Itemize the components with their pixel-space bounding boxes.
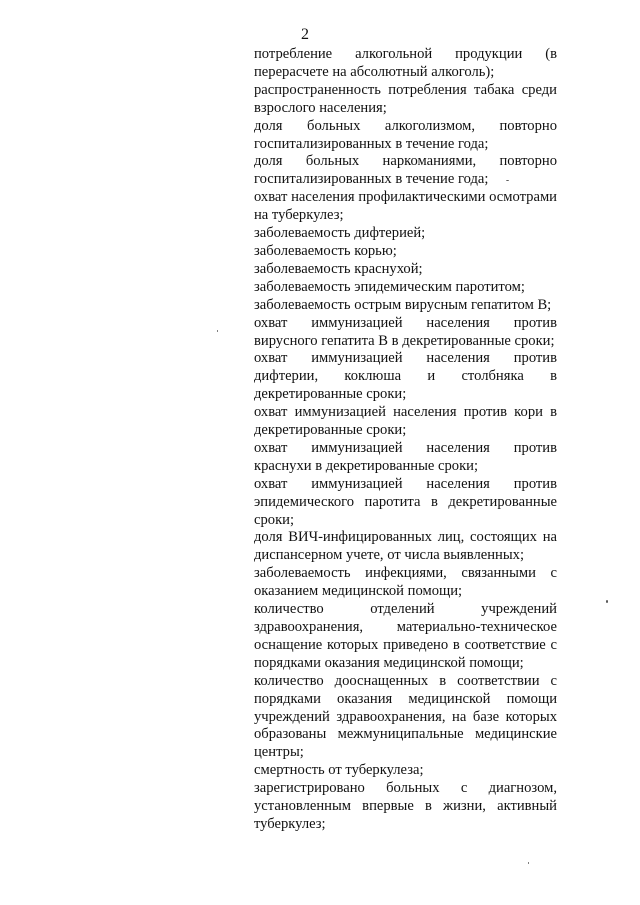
list-item: потребление алкогольной продукции (в перерасчете на абсолютный алкоголь);	[254, 46, 557, 80]
scan-speck	[506, 180, 509, 181]
list-item: количество отделений учреждений здравоохранения, материально-техническое оснащение которых приведено в соответствие с порядками оказания медицинской помощи;	[254, 601, 557, 671]
list-item: охват иммунизацией населения против эпидемического паротита в декретированные сроки;	[254, 475, 557, 528]
list-item: доля больных наркоманиями, повторно госпитализированных в течение года;	[254, 153, 557, 188]
list-item: распространенность потребления табака среди взрослого населения;	[254, 81, 557, 116]
list-item: заболеваемость дифтерией;	[254, 225, 426, 242]
scan-speck	[217, 330, 218, 332]
list-item: смертность от туберкулеза;	[254, 762, 424, 779]
list-item: заболеваемость острым вирусным гепатитом В;	[254, 296, 552, 313]
indicator-list	[254, 46, 557, 834]
list-item: заболеваемость инфекциями, связанными с оказанием медицинской помощи;	[254, 565, 557, 600]
list-item: заболеваемость эпидемическим паротитом;	[254, 278, 525, 295]
list-item: количество дооснащенных в соответствии с порядками оказания медицинской помощи учреждений здравоохранения, на базе которых образованы межмуниципальные медицинские центры;	[254, 672, 557, 761]
scan-speck	[528, 862, 529, 864]
list-item: зарегистрировано больных с диагнозом, установленным впервые в жизни, активный туберкулез;	[254, 780, 557, 832]
list-item: охват иммунизацией населения против вирусного гепатита В в декретированные сроки;	[254, 314, 557, 349]
list-item: охват иммунизацией населения против кори в декретированные сроки;	[254, 404, 557, 439]
list-item: заболеваемость краснухой;	[254, 260, 423, 277]
scan-speck	[606, 600, 608, 603]
list-item: охват населения профилактическими осмотрами на туберкулез;	[254, 189, 557, 224]
list-item: доля больных алкоголизмом, повторно госпитализированных в течение года;	[254, 117, 557, 152]
list-item: заболеваемость корью;	[254, 242, 397, 259]
page-number: 2	[301, 26, 309, 43]
list-item: охват иммунизацией населения против дифтерии, коклюша и столбняка в декретированные сроки;	[254, 350, 557, 403]
list-item: доля ВИЧ-инфицированных лиц, состоящих на диспансерном учете, от числа выявленных;	[254, 529, 557, 564]
list-item: охват иммунизацией населения против краснухи в декретированные сроки;	[254, 439, 557, 474]
